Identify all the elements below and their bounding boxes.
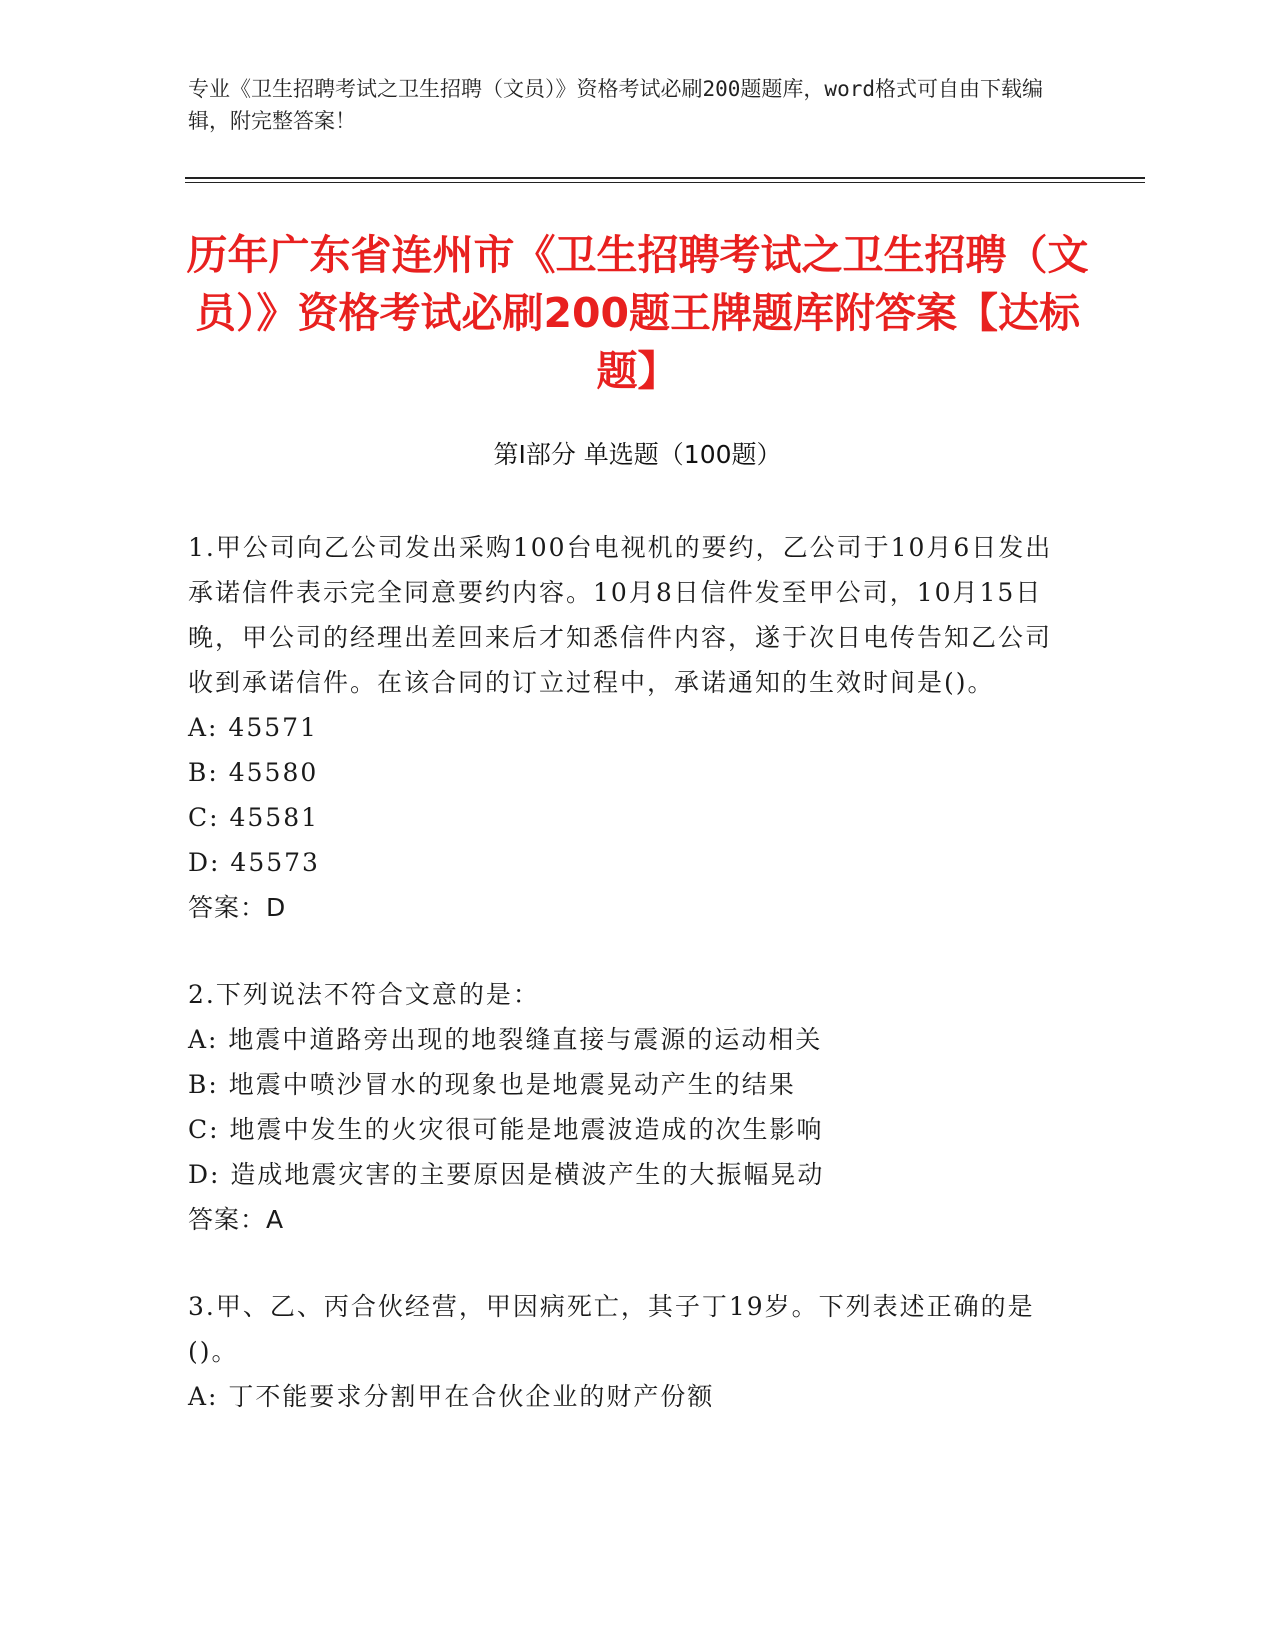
option-a: A: 丁不能要求分割甲在合伙企业的财产份额 <box>188 1382 715 1411</box>
option-b: B: 地震中喷沙冒水的现象也是地震晃动产生的结果 <box>188 1070 796 1099</box>
answer-line: 答案：A <box>188 1205 285 1234</box>
question-2 <box>188 972 1068 1242</box>
question-stem: 2.下列说法不符合文意的是： <box>188 980 540 1009</box>
header-divider-thick <box>185 177 1145 179</box>
answer-line: 答案：D <box>188 893 287 922</box>
question-stem: 3.甲、乙、丙合伙经营，甲因病死亡，其子丁19岁。下列表述正确的是()。 <box>188 1292 1035 1366</box>
option-c: C: 地震中发生的火灾很可能是地震波造成的次生影响 <box>188 1115 824 1144</box>
option-d: D: 造成地震灾害的主要原因是横波产生的大振幅晃动 <box>188 1160 825 1189</box>
header-note: 专业《卫生招聘考试之卫生招聘（文员）》资格考试必刷200题题库，word格式可自由下载编辑，附完整答案！ <box>188 77 1043 133</box>
section-title: 第Ⅰ部分 单选题（100题） <box>493 440 782 469</box>
document-title: 历年广东省连州市《卫生招聘考试之卫生招聘（文员）》资格考试必刷200题王牌题库附答案【达标题】 <box>186 231 1089 395</box>
question-stem: 1.甲公司向乙公司发出采购100台电视机的要约，乙公司于10月6日发出承诺信件表示完全同意要约内容。10月8日信件发至甲公司，10月15日晚，甲公司的经理出差回来后才知悉信件内容，遂于次日电传告知乙公司收到承诺信件。在该合同的订立过程中，承诺通知的生效时间是()。 <box>188 533 1053 697</box>
question-1 <box>188 525 1068 930</box>
question-3 <box>188 1284 1068 1419</box>
option-b: B: 45580 <box>188 758 319 787</box>
option-c: C: 45581 <box>188 803 320 832</box>
option-d: D: 45573 <box>188 848 320 877</box>
option-a: A: 45571 <box>188 713 318 742</box>
option-a: A: 地震中道路旁出现的地裂缝直接与震源的运动相关 <box>188 1025 823 1054</box>
question-list <box>188 525 1068 1461</box>
header-divider-thin <box>185 182 1145 183</box>
